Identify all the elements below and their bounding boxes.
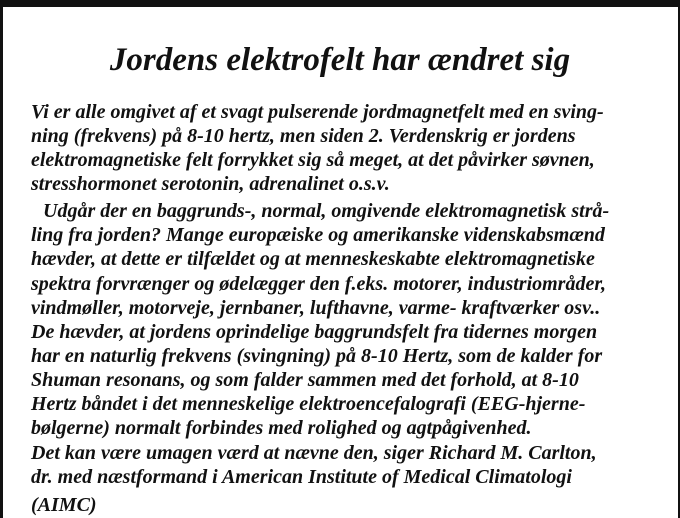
body-line: dr. med næstformand i American Institute of Medical Climatologi <box>31 466 572 488</box>
body-line: Vi er alle omgivet af et svagt pulserende jordmagnetfelt med en sving- <box>31 101 604 123</box>
body-line: har en naturlig frekvens (svingning) på 8-10 Hertz, som de kalder for <box>31 345 603 367</box>
body-line: ning (frekvens) på 8-10 hertz, men siden 2. Verdenskrig er jordens <box>31 125 576 147</box>
body-line: spektra forvrænger og ødelægger den f.eks. motorer, industriområder, <box>31 273 607 295</box>
body-line: De hævder, at jordens oprindelige baggrundsfelt fra tidernes morgen <box>31 321 598 343</box>
body-line: stresshormonet serotonin, adrenalinet o.s.v. <box>31 173 390 195</box>
body-line: elektromagnetiske felt forrykket sig så meget, at det påvirker søvnen, <box>31 149 595 171</box>
article-title: Jordens elektrofelt har ændret sig <box>109 42 571 78</box>
body-line: Udgår der en baggrunds-, normal, omgivende elektromagnetisk strå- <box>43 200 610 222</box>
body-line: Hertz båndet i det menneskelige elektroencefalografi (EEG-hjerne- <box>31 393 586 415</box>
body-line: (AIMC) <box>31 494 97 516</box>
body-line: vindmøller, motorveje, jernbaner, lufthavne, varme- kraftværker osv.. <box>31 297 601 319</box>
body-line: Det kan være umagen værd at nævne den, siger Richard M. Carlton, <box>31 442 597 464</box>
body-line: bølgerne) normalt forbindes med rolighed og agtpågivenhed. <box>31 417 532 439</box>
body-line: Shuman resonans, og som falder sammen med det forhold, at 8-10 <box>31 369 579 391</box>
body-line: ling fra jorden? Mange europæiske og amerikanske videnskabsmænd <box>31 224 605 246</box>
scan-border-top <box>0 0 680 7</box>
body-line: hævder, at dette er tilfældet og at menneskeskabte elektromagnetiske <box>31 248 595 270</box>
